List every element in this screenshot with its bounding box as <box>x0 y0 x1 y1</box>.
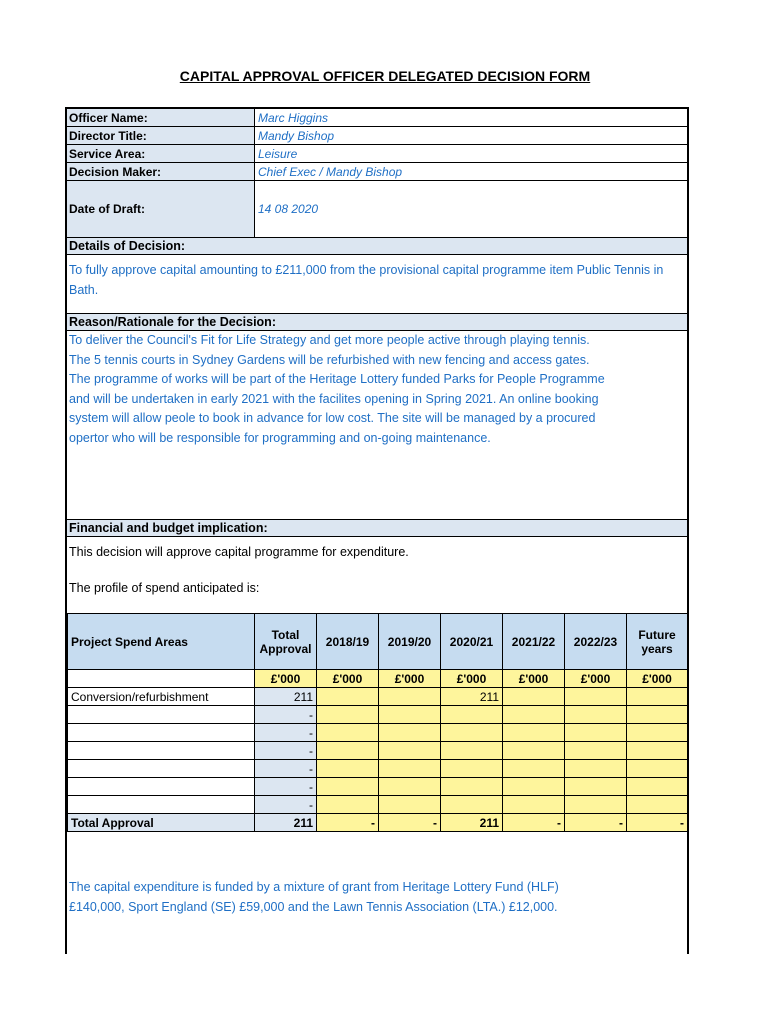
units-cell: £'000 <box>503 670 565 688</box>
details-heading: Details of Decision: <box>67 237 687 255</box>
table-row <box>68 778 688 796</box>
amount-cell[interactable] <box>379 706 441 724</box>
amount-cell[interactable]: 211 <box>441 688 503 706</box>
amount-cell[interactable] <box>565 760 627 778</box>
spend-table <box>67 613 688 832</box>
amount-cell[interactable] <box>627 742 688 760</box>
spend-area-cell[interactable]: Conversion/refurbishment <box>68 688 255 706</box>
column-header: 2020/21 <box>441 614 503 670</box>
amount-cell[interactable] <box>441 724 503 742</box>
amount-cell[interactable] <box>317 760 379 778</box>
column-header: Project Spend Areas <box>68 614 255 670</box>
total-cell: - <box>503 814 565 832</box>
units-cell <box>68 670 255 688</box>
decision-maker-row <box>67 163 687 181</box>
amount-cell[interactable] <box>503 724 565 742</box>
spend-area-cell[interactable] <box>68 778 255 796</box>
amount-cell[interactable] <box>317 796 379 814</box>
amount-cell[interactable]: - <box>255 796 317 814</box>
amount-cell[interactable] <box>379 688 441 706</box>
units-row <box>68 670 688 688</box>
form-title: CAPITAL APPROVAL OFFICER DELEGATED DECISION FORM <box>179 68 591 84</box>
reason-line: and will be undertaken in early 2021 with the facilites opening in Spring 2021. An online booking <box>69 391 599 406</box>
amount-cell[interactable] <box>441 742 503 760</box>
total-cell: 211 <box>441 814 503 832</box>
total-cell: - <box>627 814 688 832</box>
decision-form <box>65 107 689 954</box>
amount-cell[interactable] <box>379 742 441 760</box>
total-label: Total Approval <box>68 814 255 832</box>
reason-line: system will allow peole to book in advance for low cost. The site will be managed by a procured <box>69 411 596 425</box>
decision-maker-label: Decision Maker: <box>67 163 255 180</box>
decision-maker-value[interactable]: Chief Exec / Mandy Bishop <box>258 164 403 179</box>
funding-body[interactable] <box>67 832 687 954</box>
amount-cell[interactable] <box>503 778 565 796</box>
amount-cell[interactable] <box>627 706 688 724</box>
spend-rows <box>68 688 688 814</box>
table-row <box>68 688 688 706</box>
amount-cell[interactable] <box>503 688 565 706</box>
amount-cell[interactable] <box>627 796 688 814</box>
amount-cell[interactable] <box>317 778 379 796</box>
column-header: 2022/23 <box>565 614 627 670</box>
total-cell: - <box>565 814 627 832</box>
reason-line: The programme of works will be part of the Heritage Lottery funded Parks for People Programme <box>69 372 605 386</box>
amount-cell[interactable] <box>565 796 627 814</box>
table-row <box>68 796 688 814</box>
amount-cell[interactable] <box>441 778 503 796</box>
funding-line-1: The capital expenditure is funded by a mixture of grant from Heritage Lottery Fund (HLF) <box>69 880 559 894</box>
details-text[interactable]: To fully approve capital amounting to £211,000 from the provisional capital programme item Public Tennis in Bath. <box>69 263 664 297</box>
financial-line-1: This decision will approve capital programme for expenditure. <box>69 545 409 559</box>
amount-cell[interactable] <box>565 778 627 796</box>
reason-heading: Reason/Rationale for the Decision: <box>67 313 687 331</box>
reason-line: To deliver the Council's Fit for Life Strategy and get more people active through playing tennis. <box>69 333 590 347</box>
units-cell: £'000 <box>317 670 379 688</box>
amount-cell[interactable]: - <box>255 760 317 778</box>
amount-cell[interactable] <box>565 724 627 742</box>
spend-area-cell[interactable] <box>68 760 255 778</box>
service-area-label: Service Area: <box>67 145 255 162</box>
amount-cell[interactable] <box>565 742 627 760</box>
total-cell: - <box>379 814 441 832</box>
amount-cell[interactable] <box>317 706 379 724</box>
units-cell: £'000 <box>255 670 317 688</box>
amount-cell[interactable] <box>503 796 565 814</box>
amount-cell[interactable]: - <box>255 742 317 760</box>
amount-cell[interactable] <box>565 688 627 706</box>
amount-cell[interactable] <box>379 724 441 742</box>
units-cell: £'000 <box>441 670 503 688</box>
total-cell: - <box>317 814 379 832</box>
amount-cell[interactable] <box>503 760 565 778</box>
date-of-draft-label: Date of Draft: <box>67 181 255 237</box>
amount-cell[interactable] <box>379 760 441 778</box>
spend-area-cell[interactable] <box>68 724 255 742</box>
amount-cell[interactable] <box>627 724 688 742</box>
spend-area-cell[interactable] <box>68 706 255 724</box>
director-title-row <box>67 127 687 145</box>
table-row <box>68 706 688 724</box>
spend-area-cell[interactable] <box>68 742 255 760</box>
officer-name-label: Officer Name: <box>67 109 255 126</box>
date-of-draft-value[interactable]: 14 08 2020 <box>258 202 319 216</box>
director-title-label: Director Title: <box>67 127 255 144</box>
amount-cell[interactable]: 211 <box>255 688 317 706</box>
table-header-row <box>68 614 688 670</box>
amount-cell[interactable] <box>379 796 441 814</box>
units-cell: £'000 <box>565 670 627 688</box>
column-header: 2021/22 <box>503 614 565 670</box>
financial-heading: Financial and budget implication: <box>67 519 687 537</box>
service-area-row <box>67 145 687 163</box>
amount-cell[interactable] <box>317 688 379 706</box>
amount-cell[interactable]: - <box>255 778 317 796</box>
column-header: Total Approval <box>255 614 317 670</box>
column-header: Future years <box>627 614 688 670</box>
reason-body[interactable] <box>67 331 687 519</box>
table-row <box>68 742 688 760</box>
amount-cell[interactable] <box>627 760 688 778</box>
amount-cell[interactable] <box>627 778 688 796</box>
financial-body[interactable] <box>67 537 687 613</box>
amount-cell[interactable] <box>441 760 503 778</box>
table-row <box>68 724 688 742</box>
amount-cell[interactable] <box>627 688 688 706</box>
amount-cell[interactable] <box>317 742 379 760</box>
total-cell: 211 <box>255 814 317 832</box>
amount-cell[interactable] <box>441 706 503 724</box>
service-area-value[interactable]: Leisure <box>258 146 298 161</box>
total-row <box>68 814 688 832</box>
column-header: 2018/19 <box>317 614 379 670</box>
amount-cell[interactable] <box>565 706 627 724</box>
table-row <box>68 760 688 778</box>
officer-name-value[interactable]: Marc Higgins <box>258 110 329 125</box>
column-header: 2019/20 <box>379 614 441 670</box>
amount-cell[interactable] <box>379 778 441 796</box>
amount-cell[interactable]: - <box>255 706 317 724</box>
units-cell: £'000 <box>379 670 441 688</box>
amount-cell[interactable] <box>503 706 565 724</box>
director-title-value[interactable]: Mandy Bishop <box>258 128 335 143</box>
reason-line: The 5 tennis courts in Sydney Gardens will be refurbished with new fencing and access gates. <box>69 352 590 367</box>
reason-line: opertor who will be responsible for programming and on-going maintenance. <box>69 430 491 445</box>
date-of-draft-row <box>67 181 687 237</box>
units-cell: £'000 <box>627 670 688 688</box>
amount-cell[interactable] <box>441 796 503 814</box>
amount-cell[interactable] <box>503 742 565 760</box>
officer-name-row <box>67 109 687 127</box>
funding-line-2: £140,000, Sport England (SE) £59,000 and the Lawn Tennis Association (LTA.) £12,000. <box>69 899 558 914</box>
amount-cell[interactable]: - <box>255 724 317 742</box>
amount-cell[interactable] <box>317 724 379 742</box>
spend-area-cell[interactable] <box>68 796 255 814</box>
financial-line-2: The profile of spend anticipated is: <box>69 581 260 595</box>
